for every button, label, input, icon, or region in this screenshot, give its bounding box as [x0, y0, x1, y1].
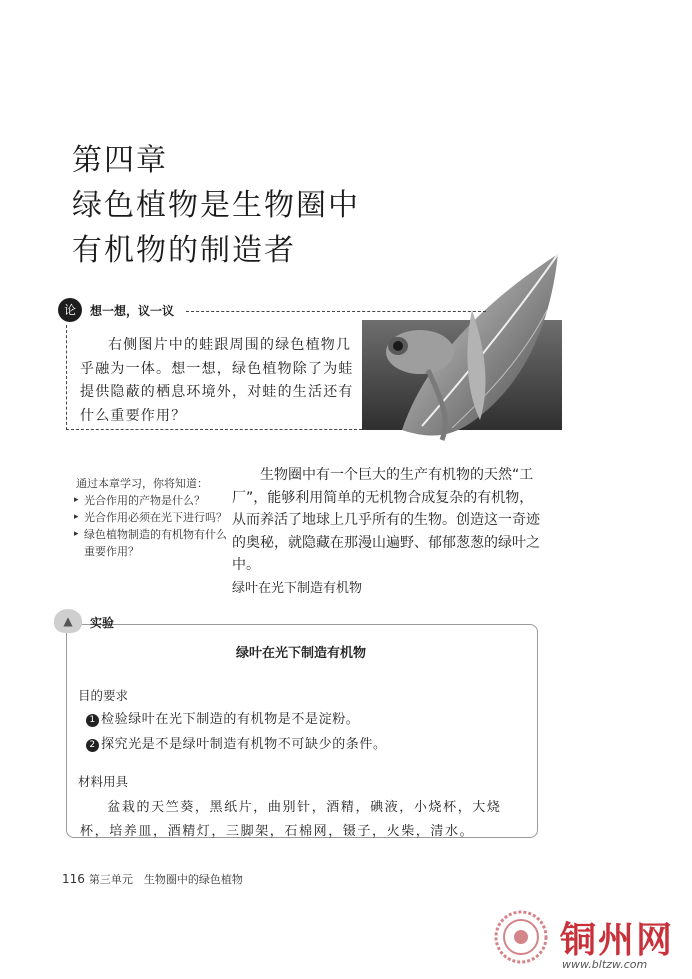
- goal-item: [86, 733, 387, 752]
- goal-heading: 目的要求: [78, 688, 129, 703]
- materials-heading: 材料用具: [78, 774, 129, 789]
- number-badge: 1: [86, 714, 99, 727]
- frog-leaf-photo: [362, 250, 562, 450]
- goal-text: 检验绿叶在光下制造的有机物是不是淀粉。: [101, 712, 360, 727]
- experiment-label: 实验: [90, 616, 115, 630]
- learning-item: ▸ 绿色植物制造的有机物有什么重要作用？: [76, 526, 236, 560]
- think-label: 想一想，议一议: [90, 304, 175, 318]
- watermark-text: 铜州网: [560, 919, 675, 961]
- watermark-url: www.bltzw.com: [562, 958, 648, 971]
- chapter-number: 第四章: [72, 143, 168, 178]
- experiment-icon: ▲: [54, 609, 82, 633]
- discussion-icon: 论: [58, 298, 82, 322]
- chapter-title-line-1: 绿色植物是生物圈中: [72, 188, 360, 223]
- think-question: 右侧图片中的蛙跟周围的绿色植物几乎融为一体。想一想，绿色植物除了为蛙提供隐蔽的栖息环境外，对蛙的生活还有什么重要作用？: [80, 337, 354, 424]
- goal-item: [86, 708, 359, 727]
- section-subheading: 绿叶在光下制造有机物: [232, 581, 363, 596]
- goal-text: 探究光是不是绿叶制造有机物不可缺少的条件。: [101, 737, 387, 752]
- learning-objectives: [76, 475, 236, 560]
- number-badge: 2: [86, 739, 99, 752]
- page-number: 116: [62, 872, 85, 886]
- learning-item: ▸ 光合作用必须在光下进行吗？: [76, 509, 236, 526]
- watermark-logo: [494, 910, 548, 964]
- experiment-title: 绿叶在光下制造有机物: [235, 646, 366, 661]
- learning-item: ▸ 光合作用的产物是什么？: [76, 492, 236, 509]
- page-footer: [62, 871, 243, 887]
- section-divider: [186, 311, 486, 312]
- chapter-title-line-2: 有机物的制造者: [72, 233, 296, 268]
- learning-intro: 通过本章学习，你将知道：: [76, 477, 208, 490]
- intro-paragraph: 生物圈中有一个巨大的生产有机物的天然“工厂”，能够利用简单的无机物合成复杂的有机物，从而养活了地球上几乎所有的生物。创造这一奇迹的奥秘，就隐藏在那漫山遍野、郁郁葱葱的绿叶之中。: [232, 467, 540, 573]
- unit-title: 第三单元 生物圈中的绿色植物: [88, 873, 243, 886]
- materials-list: 盆栽的天竺葵，黑纸片，曲别针，酒精，碘液，小烧杯，大烧杯，培养皿，酒精灯，三脚架，石棉网，镊子，火柴，清水。: [80, 800, 502, 839]
